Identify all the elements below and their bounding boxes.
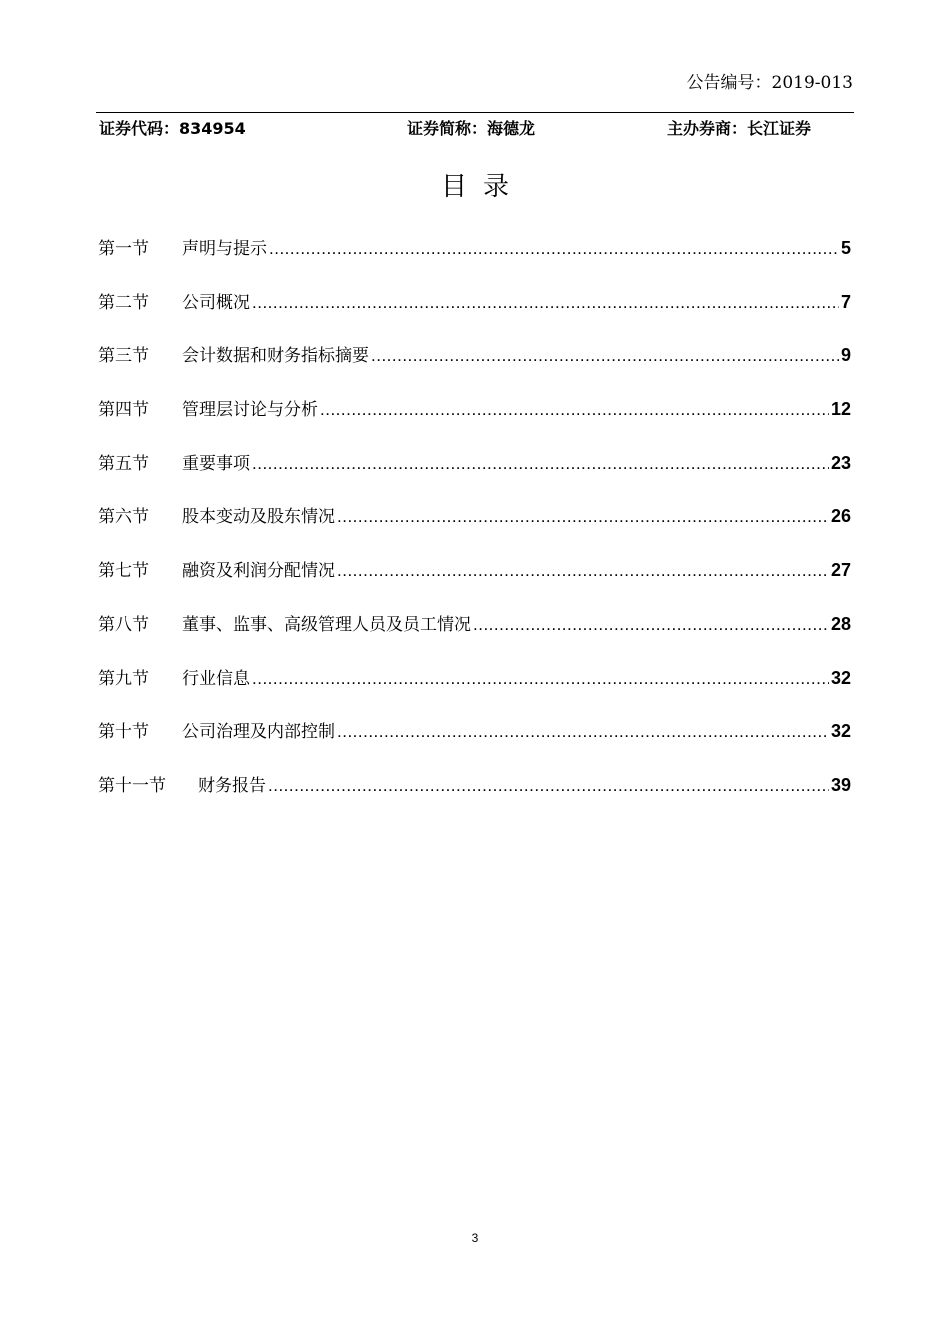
toc-page-number: 32 [830, 667, 851, 688]
toc-page-number: 12 [830, 399, 851, 420]
toc-entry[interactable] [98, 341, 851, 395]
toc-leader [337, 561, 829, 581]
toc-section-number: 第十节 [98, 722, 149, 743]
toc-page-number: 26 [830, 506, 851, 527]
toc-entry[interactable] [98, 664, 851, 718]
stock-abbreviation: 证券简称：海德龙 [407, 119, 536, 138]
toc-entry[interactable] [98, 502, 851, 556]
toc-page-number: 23 [830, 452, 851, 473]
toc-leader [320, 400, 829, 420]
toc-leader [371, 346, 839, 366]
toc-entry[interactable] [98, 449, 851, 503]
toc-entry[interactable] [98, 717, 851, 771]
toc-section-title: 董事、监事、高级管理人员及员工情况 [182, 614, 471, 635]
document-header [96, 116, 854, 140]
toc-section-number: 第七节 [98, 561, 149, 582]
header-divider [96, 112, 854, 113]
toc-leader [252, 454, 829, 474]
stock-code: 证券代码：834954 [99, 119, 246, 138]
sponsor-broker: 主办券商：长江证券 [667, 119, 812, 138]
toc-entry[interactable] [98, 288, 851, 342]
toc-section-number: 第二节 [98, 292, 149, 313]
toc-entry[interactable] [98, 395, 851, 449]
toc-page-number: 32 [830, 721, 851, 742]
toc-section-title: 财务报告 [198, 775, 266, 796]
toc-entry[interactable] [98, 771, 851, 825]
toc-page-number: 9 [840, 345, 851, 366]
toc-leader [268, 776, 829, 796]
toc-leader [337, 507, 829, 527]
toc-section-title: 公司治理及内部控制 [182, 722, 335, 743]
toc-section-title: 重要事项 [182, 453, 250, 474]
toc-section-title: 股本变动及股东情况 [182, 507, 335, 528]
toc-page-number: 5 [840, 238, 851, 258]
toc-section-title: 管理层讨论与分析 [182, 400, 318, 421]
toc-section-number: 第六节 [98, 507, 149, 528]
announcement-number: 公告编号：2019-013 [686, 73, 853, 93]
toc-section-title: 融资及利润分配情况 [182, 561, 335, 582]
page-number: 3 [471, 1231, 479, 1245]
toc-leader [252, 293, 839, 313]
toc-page-number: 27 [830, 560, 851, 581]
toc-section-number: 第八节 [98, 614, 149, 635]
toc-page-number: 28 [830, 613, 851, 634]
toc-leader [337, 722, 829, 742]
toc-page-number: 39 [830, 774, 851, 795]
toc-page-number: 7 [840, 291, 851, 312]
toc-section-title: 会计数据和财务指标摘要 [182, 346, 369, 367]
toc-section-title: 公司概况 [182, 292, 250, 313]
toc-leader [473, 615, 829, 635]
toc-section-number: 第三节 [98, 346, 149, 367]
toc-leader [269, 239, 839, 259]
toc-entry[interactable] [98, 234, 851, 288]
toc-entry[interactable] [98, 610, 851, 664]
toc-section-number: 第一节 [98, 239, 149, 259]
toc-section-title: 行业信息 [182, 668, 250, 689]
toc-section-number: 第十一节 [98, 775, 166, 796]
toc-section-title: 声明与提示 [182, 239, 267, 259]
toc-section-number: 第四节 [98, 400, 149, 421]
toc-title: 目录 [440, 172, 525, 202]
toc-section-number: 第五节 [98, 453, 149, 474]
toc-entry[interactable] [98, 556, 851, 610]
toc-leader [252, 669, 829, 689]
table-of-contents [98, 234, 851, 825]
toc-section-number: 第九节 [98, 668, 149, 689]
